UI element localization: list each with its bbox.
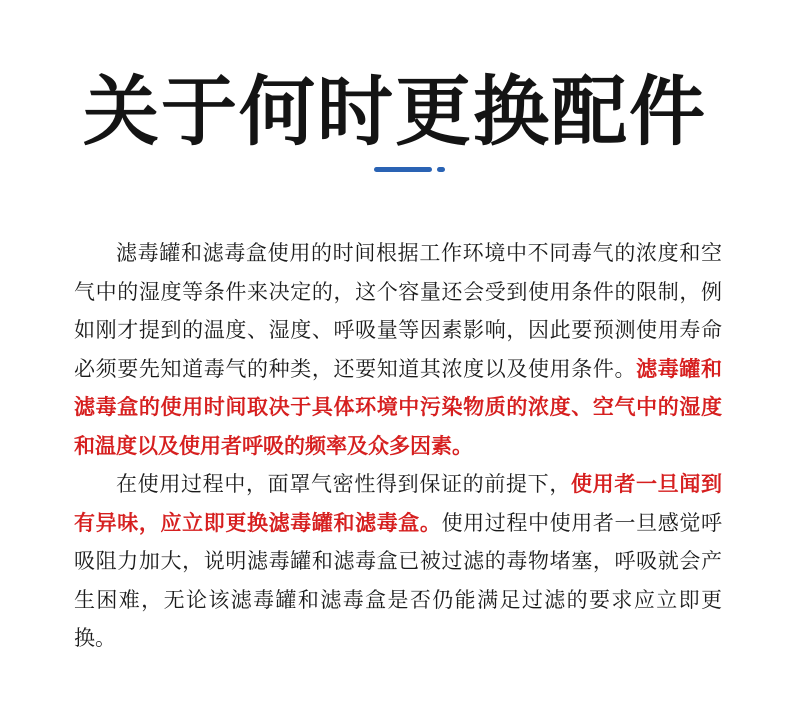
title-divider bbox=[374, 167, 446, 173]
paragraph-2 bbox=[74, 465, 722, 658]
article-body bbox=[74, 234, 722, 658]
paragraph-2-emphasis: 使用者一旦闻到有异味，应立即更换滤毒罐和滤毒盒。 bbox=[74, 472, 722, 535]
paragraph-1 bbox=[74, 234, 722, 465]
paragraph-2-text-tail: 使用过程中使用者一旦感觉呼吸阻力加大，说明滤毒罐和滤毒盒已被过滤的毒物堵塞，呼吸就会产生困难，无论该滤毒罐和滤毒盒是否仍能满足过滤的要求应立即更换。 bbox=[74, 510, 723, 650]
paragraph-1-text: 滤毒罐和滤毒盒使用的时间根据工作环境中不同毒气的浓度和空气中的湿度等条件来决定的，这个容量还会受到使用条件的限制，例如刚才提到的温度、湿度、呼吸量等因素影响，因此要预测使用寿命必须要先知道毒气的种类，还要知道其浓度以及使用条件。 bbox=[74, 241, 722, 381]
paragraph-1-emphasis: 滤毒罐和滤毒盒的使用时间取决于具体环境中污染物质的浓度、空气中的湿度和温度以及使用者呼吸的频率及众多因素。 bbox=[74, 356, 723, 458]
divider-dot bbox=[437, 167, 445, 172]
page-title: 关于何时更换配件 bbox=[83, 67, 707, 156]
paragraph-2-text-lead: 在使用过程中，面罩气密性得到保证的前提下， bbox=[116, 472, 571, 496]
divider-bar bbox=[374, 167, 432, 172]
